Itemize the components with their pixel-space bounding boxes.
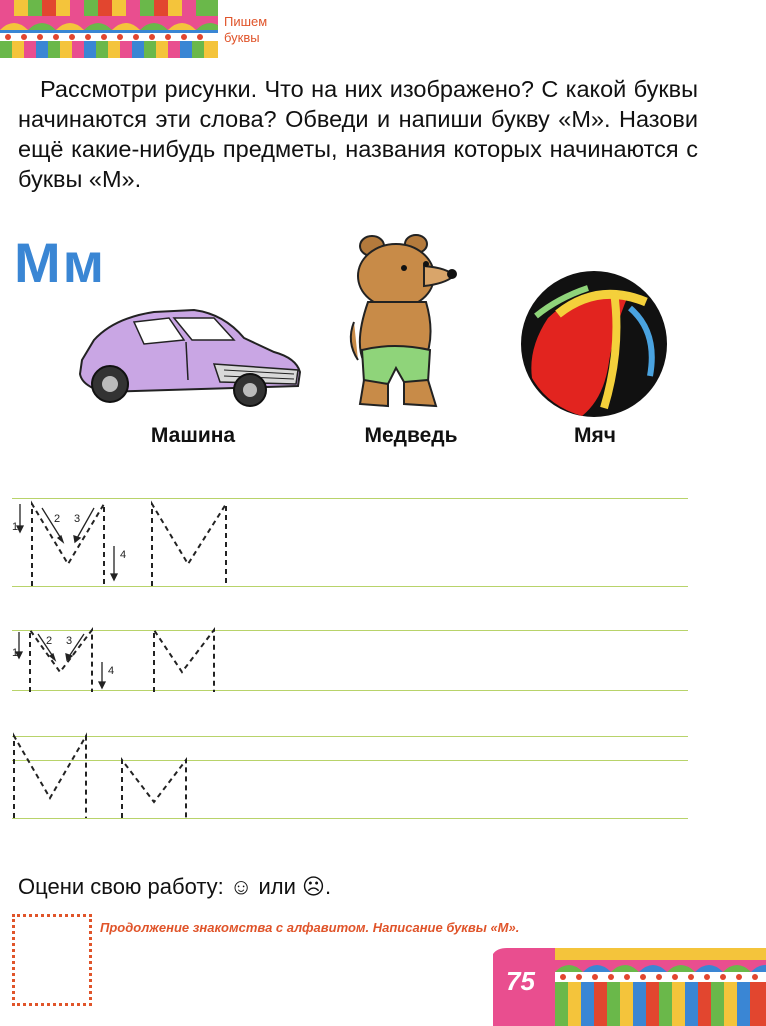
stroke-number: 4	[120, 549, 127, 561]
bear-icon	[344, 232, 464, 412]
car-icon	[74, 300, 304, 410]
stroke-number: 3	[66, 635, 73, 647]
stroke-number: 4	[108, 665, 115, 677]
picture-label-ball: Мяч	[574, 424, 616, 447]
page-number: 75	[506, 966, 535, 996]
letter-heading: Мм	[14, 231, 107, 294]
picture-label-bear: Медведь	[364, 424, 458, 447]
tracing-letter-row1[interactable]	[10, 496, 250, 592]
self-assessment-text: Оцени свою работу: ☺ или ☹.	[18, 874, 332, 899]
stroke-number: 3	[74, 513, 81, 525]
section-label-line1: Пишем	[224, 14, 268, 29]
self-assessment-box[interactable]	[12, 914, 92, 1006]
stroke-number: 1	[12, 521, 19, 533]
picture-label-car: Машина	[150, 424, 236, 447]
stroke-number: 2	[46, 635, 53, 647]
instruction-text: Рассмотри рисунки. Что на них изображено? С какой буквы начинаются эти слова? Обведи и напиши букву «М». Назови ещё какие-нибудь предметы, названия которых начинаются с буквы «М».	[18, 76, 698, 192]
section-label	[224, 14, 267, 46]
ball-icon	[518, 268, 670, 420]
tracing-letter-row3[interactable]	[10, 732, 210, 822]
stroke-number: 1	[12, 647, 19, 659]
decorative-band-top	[0, 0, 218, 58]
tracing-letter-row2[interactable]	[10, 626, 230, 696]
footer-note: Продолжение знакомства с алфавитом. Написание буквы «М».	[100, 920, 520, 935]
stroke-number: 2	[54, 513, 61, 525]
section-label-line2: буквы	[224, 30, 260, 45]
